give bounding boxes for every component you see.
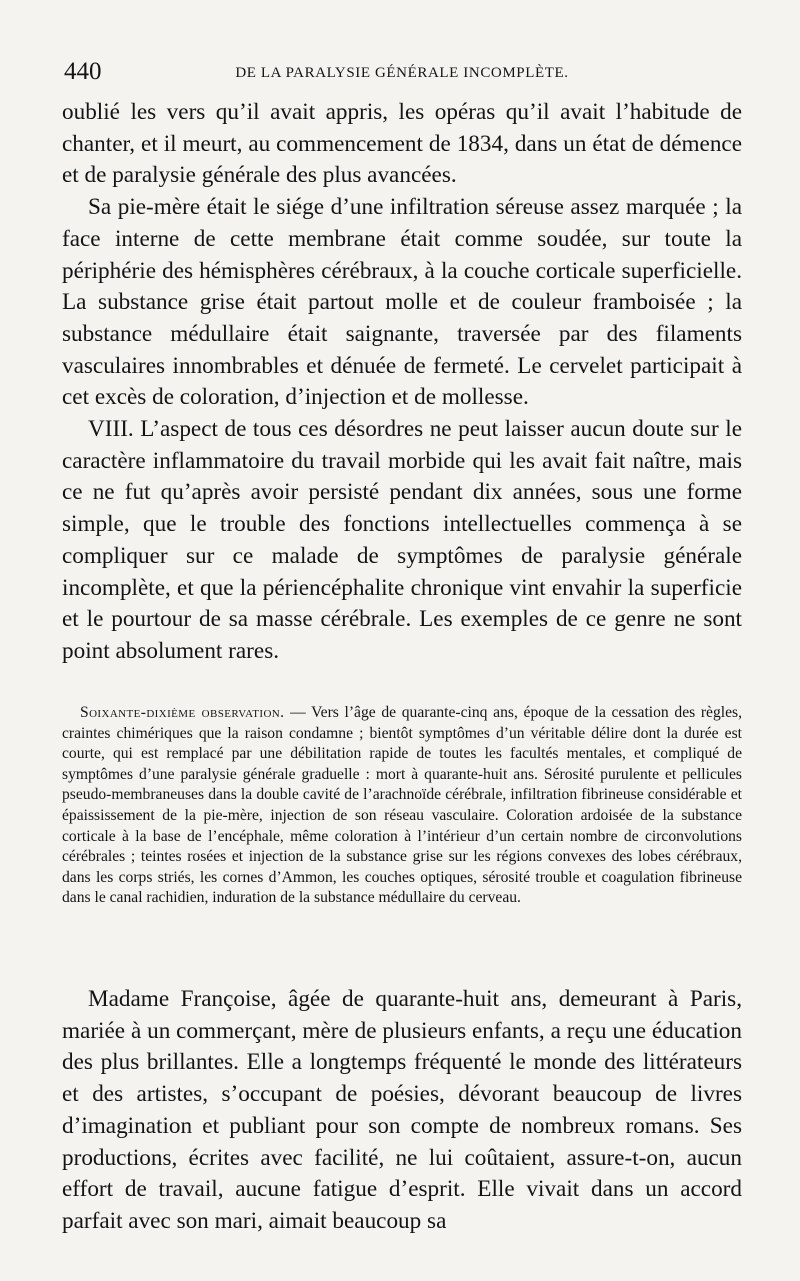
paragraph-madame-francoise: Madame Françoise, âgée de quarante-huit ans, demeurant à Paris, mariée à un commerçant, mère de plusieurs enfants, a reçu une éducation des plus brillantes. Elle a longtemps fréquenté le monde des littérateurs et des artistes, s’occupant de poésies, dévorant beaucoup de livres d’imagination et publiant pour son compte de nombreux romans. Ses productions, écrites avec facilité, ne lui coûtaient, assure-t-on, aucun effort de travail, aucune fatigue d’esprit. Elle vivait dans un accord parfait avec son mari, aimait beaucoup sa <box>62 986 742 1234</box>
observation-paragraph <box>62 703 742 909</box>
paragraph-continuation: oublié les vers qu’il avait appris, les opéras qu’il avait l’habitude de chanter, et il meurt, au commencement de 1834, dans un état de démence et de paralysie générale des plus avancées. <box>62 99 742 189</box>
page-number: 440 <box>64 58 102 85</box>
paragraph-section-viii: VIII. L’aspect de tous ces désordres ne peut laisser aucun doute sur le caractère inflammatoire du travail morbide qui les avait fait naître, mais ce ne fut qu’après avoir persisté pendant dix années, sous une forme simple, que le trouble des fonctions intellectuelles commença à se compliquer sur ce malade de symptômes de paralysie générale incomplète, et que la périencéphalite chronique vint envahir la superficie et le pourtour de sa masse cérébrale. Les exemples de ce genre ne sont point absolument rares. <box>62 416 742 664</box>
paragraph-autopsy: Sa pie-mère était le siége d’une infiltration séreuse assez marquée ; la face interne de cette membrane était comme soudée, sur toute la périphérie des hémisphères cérébraux, à la couche corticale superficielle. La substance grise était partout molle et de couleur framboisée ; la substance médullaire était saignante, traversée par des filaments vasculaires innombrables et dénuée de fermeté. Le cervelet participait à cet excès de coloration, d’injection et de mollesse. <box>62 194 742 411</box>
page-header <box>64 58 740 92</box>
observation-body: — Vers l’âge de quarante-cinq ans, époque de la cessation des règles, craintes chimériques que la raison condamne ; bientôt symptômes d’un véritable délire dont la durée est courte, qui est remplacé par une débilitation rapide de toutes les facultés mentales, et compliqué de symptômes d’une paralysie générale graduelle : mort à quarante-huit ans. Sérosité purulente et pellicules pseudo-membraneuses dans la double cavité de l’arachnoïde cérébrale, infiltration fibrineuse considérable et épaississement de la pie-mère, injection de son réseau vasculaire. Coloration ardoisée de la substance corticale à la base de l’encéphale, même coloration à l’intérieur d’un certain nombre de circonvolutions cérébrales ; teintes rosées et injection de la substance grise sur les régions convexes des lobes cérébraux, dans les corps striés, les cornes d’Ammon, les couches optiques, sérosité trouble et coagulation fibrineuse dans le canal rachidien, induration de la substance médullaire du cerveau. <box>62 704 742 907</box>
observation-summary <box>62 703 742 909</box>
observation-heading: Soixante-dixième observation. <box>80 704 285 721</box>
case-narrative <box>62 97 742 668</box>
running-title: DE LA PARALYSIE GÉNÉRALE INCOMPLÈTE. <box>235 65 569 81</box>
case-description <box>62 984 742 1238</box>
